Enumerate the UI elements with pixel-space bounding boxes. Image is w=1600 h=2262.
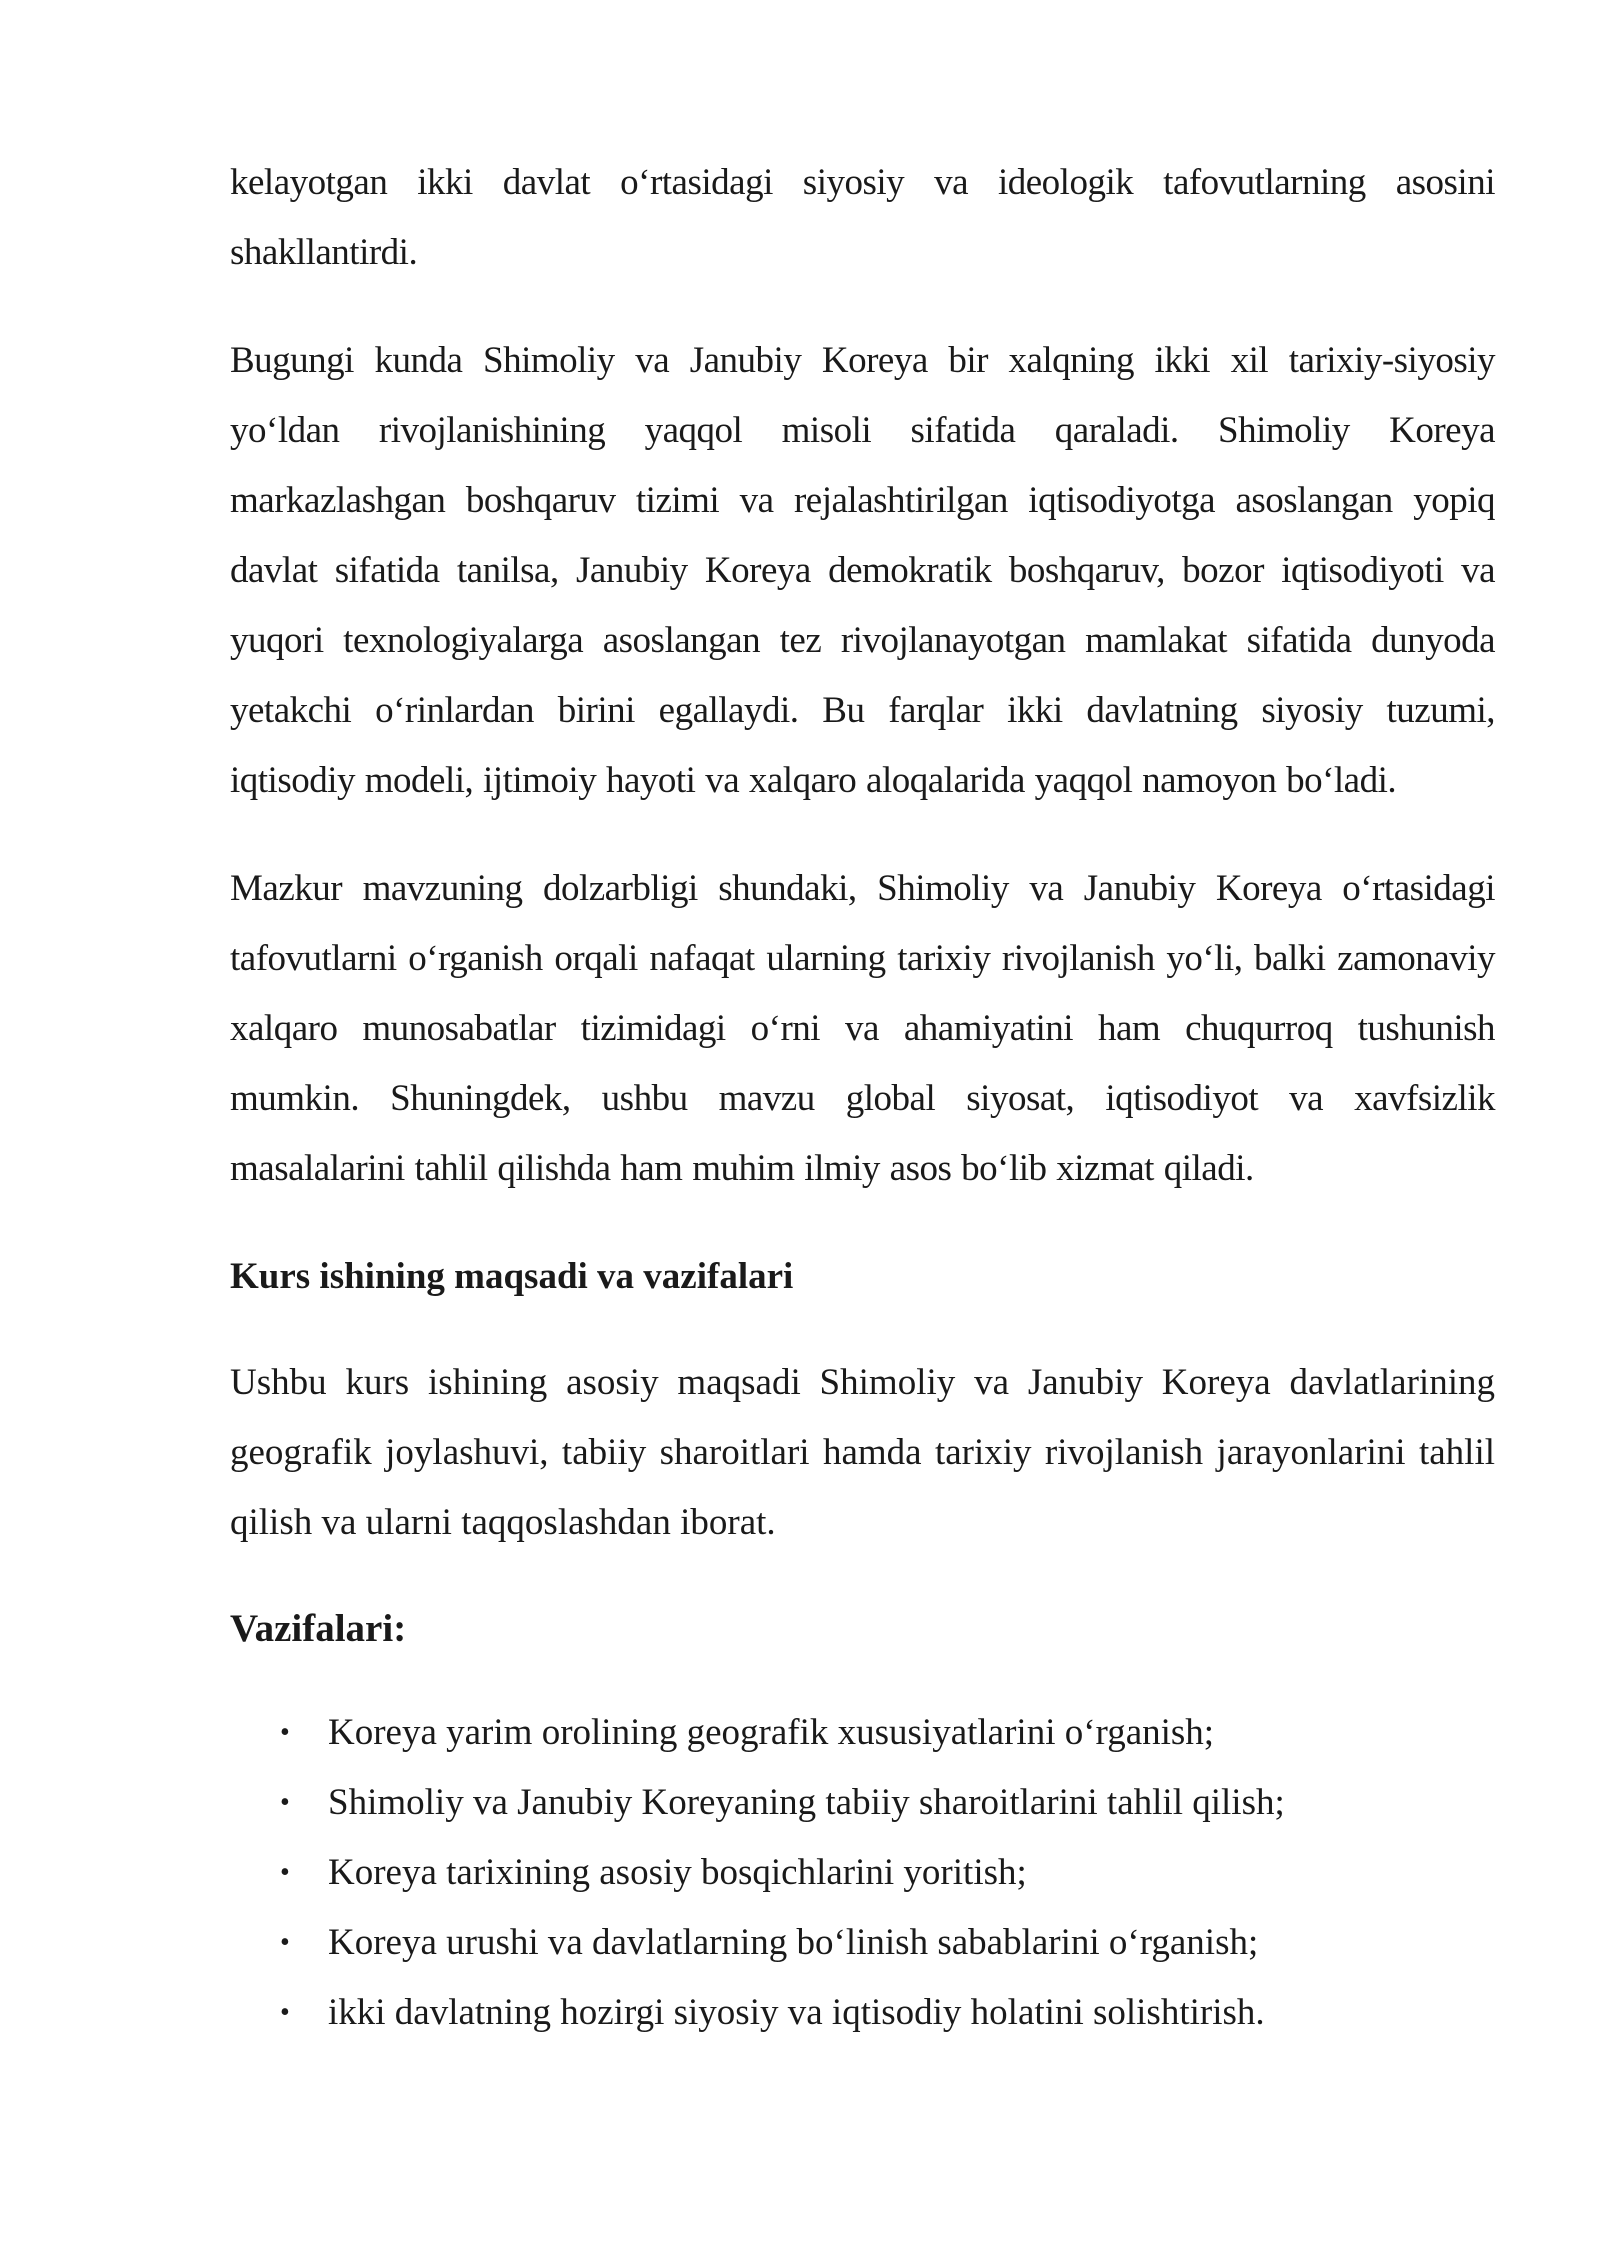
list-item — [230, 1838, 1495, 1908]
paragraph-intro-continuation: kelayotgan ikki davlat o‘rtasidagi siyosiy va ideologik tafovutlarning asosini shakllantirdi. — [230, 162, 1495, 273]
tasks-heading: Vazifalari: — [230, 1607, 407, 1650]
paragraph-relevance: Mazkur mavzuning dolzarbligi shundaki, Shimoliy va Janubiy Koreya o‘rtasidagi tafovutlarni o‘rganish orqali nafaqat ularning tarixiy rivojlanish yo‘li, balki zamonaviy xalqaro munosabatlar tizimidagi o‘rni va ahamiyatini ham chuqurroq tushunish mumkin. Shuningdek, ushbu mavzu global siyosat, iqtisodiyot va xavfsizlik masalalarini tahlil qilishda ham muhim ilmiy asos bo‘lib xizmat qiladi. — [230, 868, 1495, 1189]
task-text: Koreya yarim orolining geografik xususiyatlarini o‘rganish; — [328, 1712, 1215, 1753]
goal-paragraph: Ushbu kurs ishining asosiy maqsadi Shimoliy va Janubiy Koreya davlatlarining geografik joylashuvi, tabiiy sharoitlari hamda tarixiy rivojlanish jarayonlarini tahlil qilish va ularni taqqoslashdan iborat. — [230, 1362, 1495, 1543]
list-item — [230, 1698, 1495, 1768]
tasks-list — [230, 1698, 1495, 2048]
bullet-icon: • — [280, 1997, 290, 2028]
bullet-icon: • — [280, 1857, 290, 1888]
task-text: Koreya urushi va davlatlarning bo‘linish sabablarini o‘rganish; — [328, 1922, 1259, 1963]
bullet-icon: • — [280, 1927, 290, 1958]
list-item — [230, 1768, 1495, 1838]
list-item — [230, 1908, 1495, 1978]
paragraph-comparison: Bugungi kunda Shimoliy va Janubiy Koreya bir xalqning ikki xil tarixiy-siyosiy yo‘ldan rivojlanishining yaqqol misoli sifatida qaraladi. Shimoliy Koreya markazlashgan boshqaruv tizimi va rejalashtirilgan iqtisodiyotga asoslangan yopiq davlat sifatida tanilsa, Janubiy Koreya demokratik boshqaruv, bozor iqtisodiyoti va yuqori texnologiyalarga asoslangan tez rivojlanayotgan mamlakat sifatida dunyoda yetakchi o‘rinlardan birini egallaydi. Bu farqlar ikki davlatning siyosiy tuzumi, iqtisodiy modeli, ijtimoiy hayoti va xalqaro aloqalarida yaqqol namoyon bo‘ladi. — [230, 340, 1495, 801]
goal-heading: Kurs ishining maqsadi va vazifalari — [230, 1256, 794, 1297]
task-text: Shimoliy va Janubiy Koreyaning tabiiy sharoitlarini tahlil qilish; — [328, 1782, 1285, 1823]
list-item — [230, 1978, 1495, 2048]
bullet-icon: • — [280, 1717, 290, 1748]
document-page — [230, 148, 1495, 2048]
task-text: ikki davlatning hozirgi siyosiy va iqtisodiy holatini solishtirish. — [328, 1992, 1265, 2033]
bullet-icon: • — [280, 1787, 290, 1818]
task-text: Koreya tarixining asosiy bosqichlarini yoritish; — [328, 1852, 1027, 1893]
